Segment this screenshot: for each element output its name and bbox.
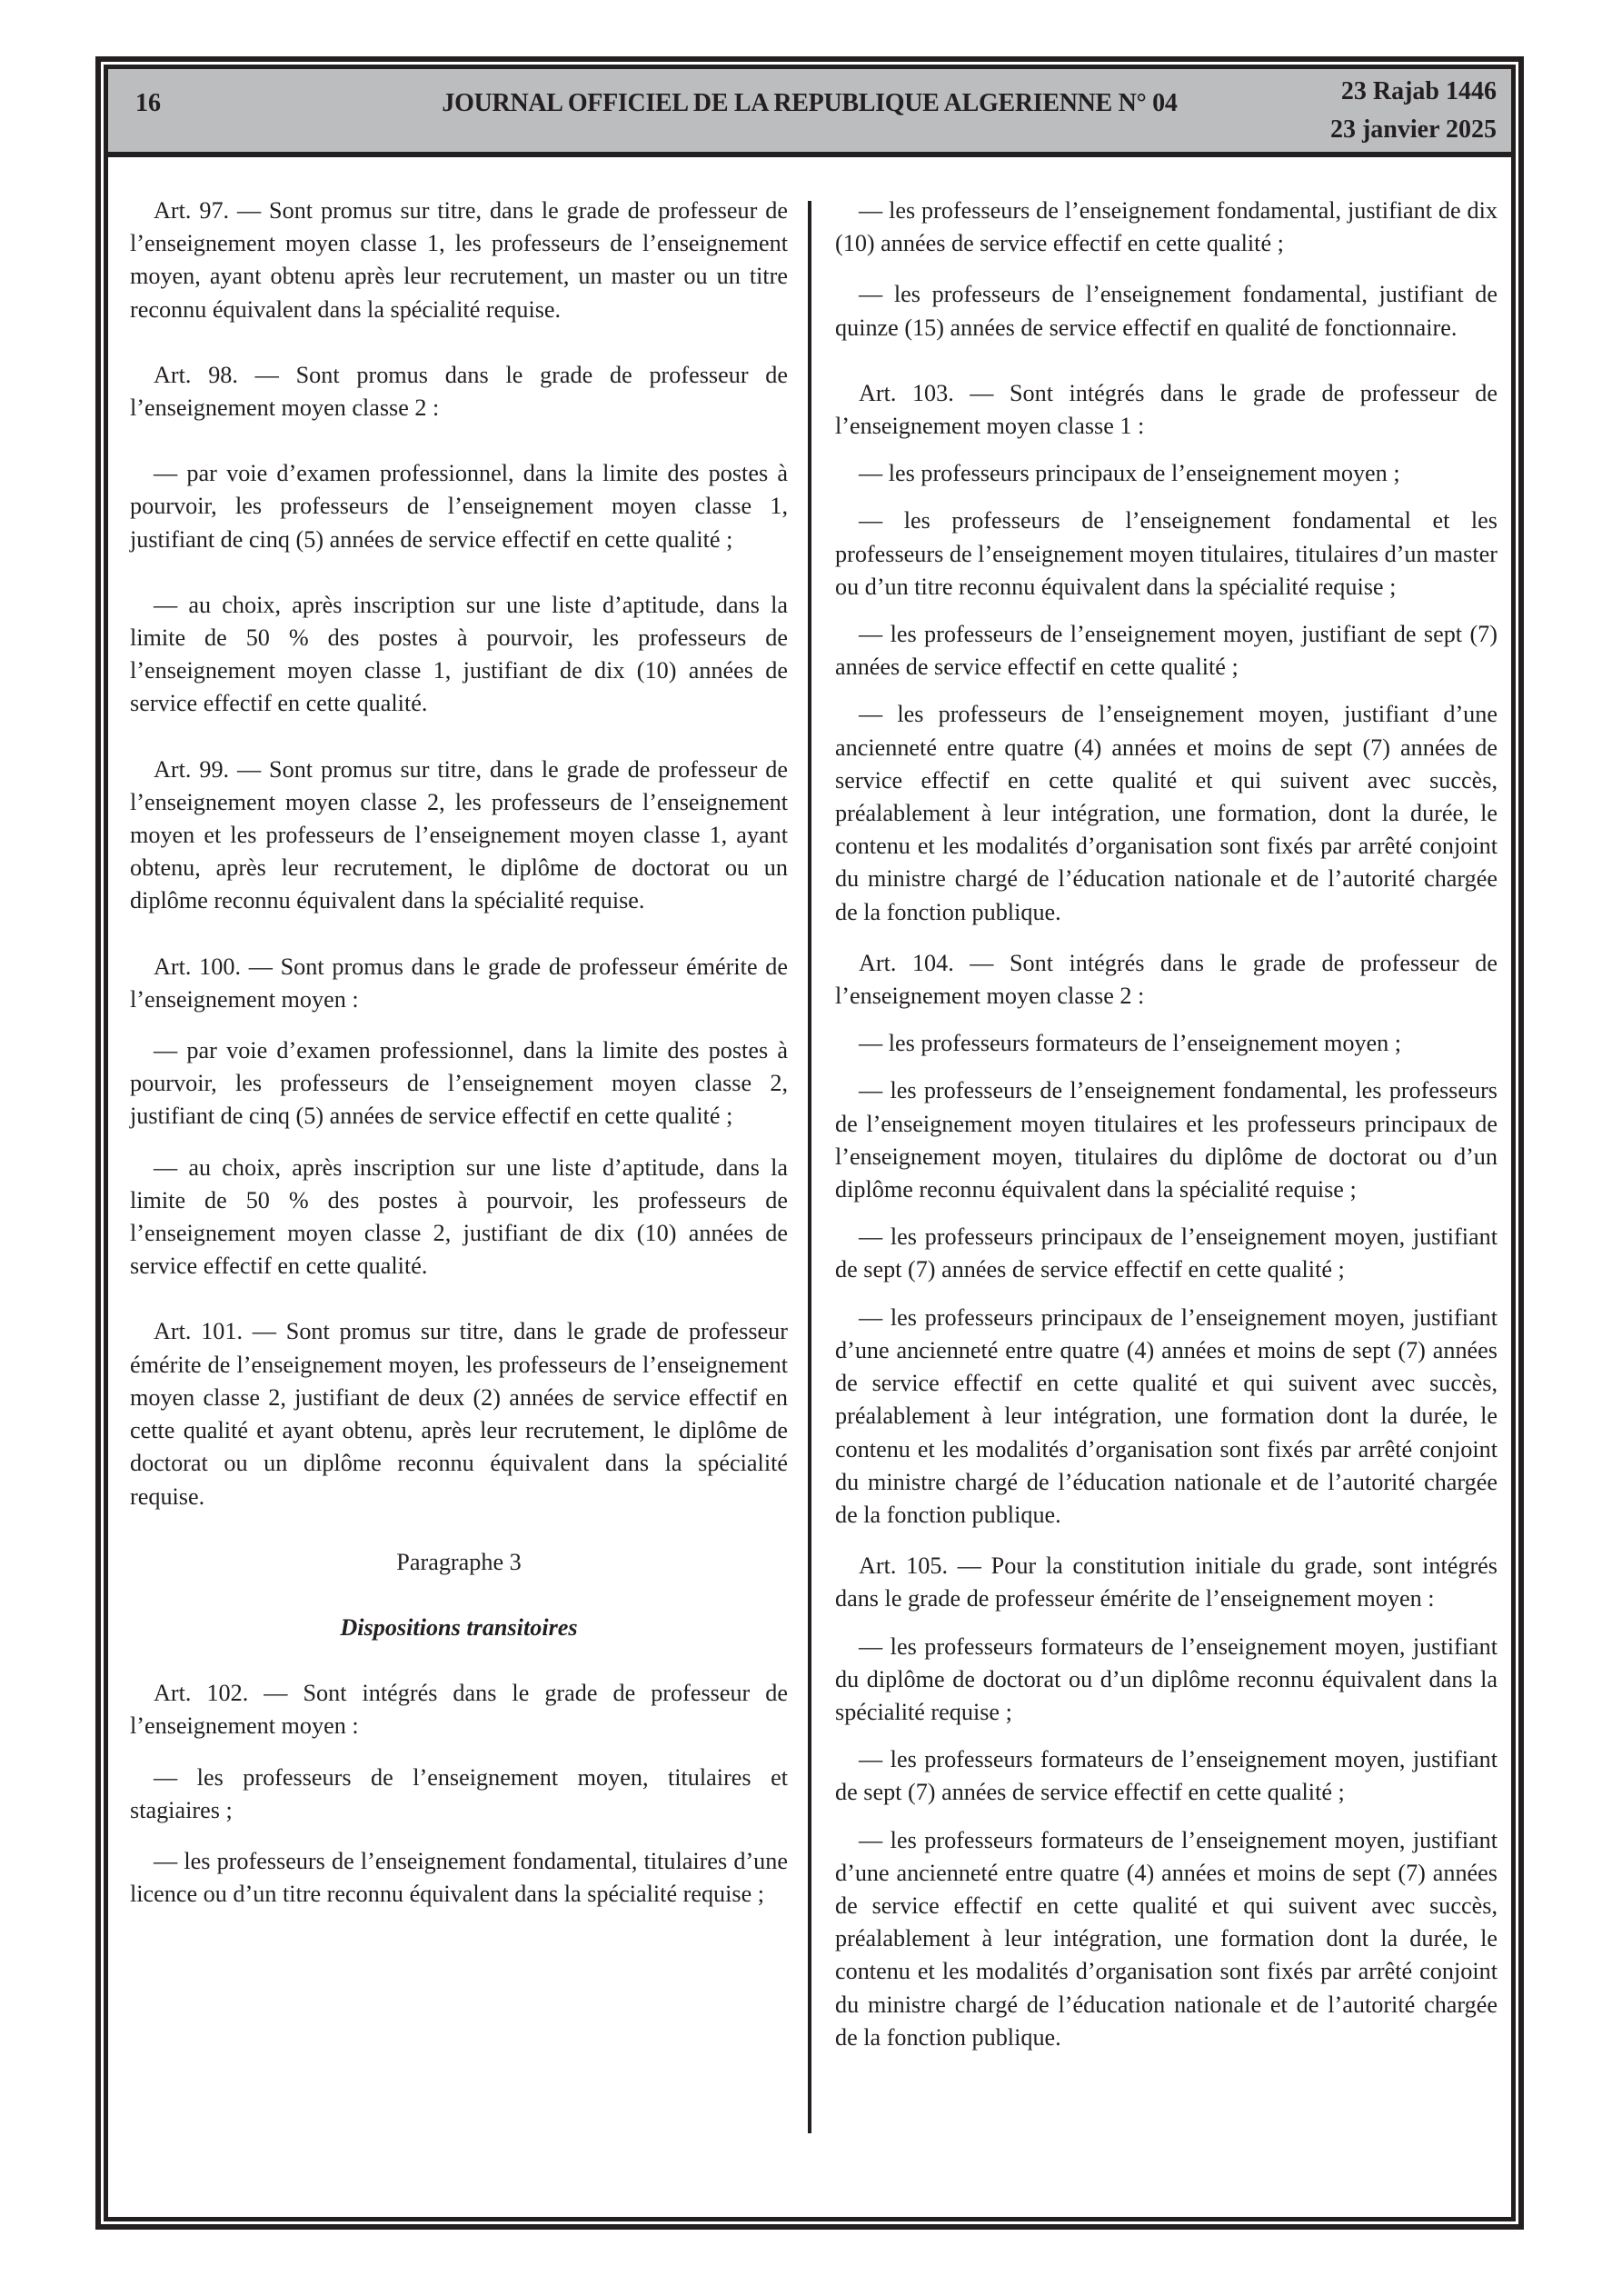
list-item: — par voie d’examen professionnel, dans la limite des postes à pourvoir, les professeurs de l’enseignement moyen classe 2, justifiant de cinq (5) années de service effectif en cette qualité ;: [130, 1037, 788, 1130]
list-item: — les professeurs formateurs de l’enseignement moyen, justifiant de sept (7) années de service effectif en cette qualité ;: [835, 1746, 1498, 1806]
list-item: — les professeurs de l’enseignement fondamental et les professeurs de l’enseignement moyen titulaires, titulaires d’un master ou d’un titre reconnu équivalent dans la spécialité requise ;: [835, 507, 1498, 600]
list-item: — les professeurs de l’enseignement fondamental, justifiant de dix (10) années de service effectif en cette qualité ;: [835, 197, 1498, 257]
list-item: — les professeurs de l’enseignement moyen, titulaires et stagiaires ;: [130, 1763, 788, 1823]
article-97: Art. 97. — Sont promus sur titre, dans le grade de professeur de l’enseignement moyen classe 1, les professeurs de l’enseignement moyen, ayant obtenu après leur recrutement, un master ou un titre reconnu équivalent dans la spécialité requise.: [130, 197, 788, 323]
section-title: Dispositions transitoires: [340, 1613, 578, 1641]
list-item: — au choix, après inscription sur une liste d’aptitude, dans la limite de 50 % des postes à pourvoir, les professeurs de l’enseignement moyen classe 1, justifiant de dix (10) années de service effectif en cette qualité.: [130, 591, 788, 717]
list-item: — les professeurs principaux de l’enseignement moyen, justifiant de sept (7) années de service effectif en cette qualité ;: [835, 1223, 1498, 1283]
article-99: Art. 99. — Sont promus sur titre, dans le grade de professeur de l’enseignement moyen classe 2, les professeurs de l’enseignement moyen et les professeurs de l’enseignement moyen classe 1, ayant obtenu, après leur recrutement, le diplôme de doctorat ou un diplôme reconnu équivalent dans la spécialité requise.: [130, 755, 788, 914]
list-item: — les professeurs formateurs de l’enseignement moyen, justifiant d’une ancienneté entre quatre (4) années et moins de sept (7) années de service effectif en cette qualité et qui suivent avec succès, préalablement à leur intégration, une formation dont la durée, le contenu et les modalités d’organisation sont fixés par arrêté conjoint du ministre chargé de l’éducation nationale et de l’autorité chargée de la fonction publique.: [835, 1826, 1498, 2051]
issue-dates: [1330, 73, 1497, 149]
list-item: — les professeurs de l’enseignement moyen, justifiant de sept (7) années de service effectif en cette qualité ;: [835, 621, 1498, 681]
section-heading: Paragraphe 3: [396, 1548, 522, 1575]
article-100: Art. 100. — Sont promus dans le grade de professeur émérite de l’enseignement moyen :: [130, 953, 788, 1013]
date-hijri: 23 Rajab 1446: [1340, 77, 1497, 105]
list-item: — les professeurs de l’enseignement moyen, justifiant d’une ancienneté entre quatre (4) années et moins de sept (7) années de service effectif en cette qualité et qui suivent avec succès, préalablement à leur intégration, une formation, dont la durée, le contenu et les modalités d’organisation sont fixés par arrêté conjoint du ministre chargé de l’éducation nationale et de l’autorité chargée de la fonction publique.: [835, 701, 1498, 925]
list-item: — les professeurs principaux de l’enseignement moyen, justifiant d’une ancienneté entre quatre (4) années et moins de sept (7) années de service effectif en cette qualité et qui suivent avec succès, préalablement à leur intégration, une formation dont la durée, le contenu et les modalités d’organisation sont fixés par arrêté conjoint du ministre chargé de l’éducation nationale et de l’autorité chargée de la fonction publique.: [835, 1303, 1498, 1528]
list-item: — par voie d’examen professionnel, dans la limite des postes à pourvoir, les professeurs de l’enseignement moyen classe 1, justifiant de cinq (5) années de service effectif en cette qualité ;: [130, 460, 788, 553]
date-gregorian: 23 janvier 2025: [1329, 115, 1497, 144]
list-item: — au choix, après inscription sur une liste d’aptitude, dans la limite de 50 % des postes à pourvoir, les professeurs de l’enseignement moyen classe 2, justifiant de dix (10) années de service effectif en cette qualité.: [130, 1153, 788, 1280]
list-item: — les professeurs de l’enseignement fondamental, titulaires d’une licence ou d’un titre reconnu équivalent dans la spécialité requise ;: [130, 1847, 788, 1908]
article-98: Art. 98. — Sont promus dans le grade de professeur de l’enseignement moyen classe 2 :: [130, 361, 788, 422]
article-101: Art. 101. — Sont promus sur titre, dans le grade de professeur émérite de l’enseignement moyen, les professeurs de l’enseignement moyen classe 2, justifiant de deux (2) années de service effectif en cette qualité et ayant obtenu, après leur recrutement, le diplôme de doctorat ou un diplôme reconnu équivalent dans la spécialité requise.: [130, 1318, 788, 1510]
journal-title: JOURNAL OFFICIEL DE LA REPUBLIQUE ALGERIENNE N° 04: [442, 89, 1178, 117]
article-103: Art. 103. — Sont intégrés dans le grade de professeur de l’enseignement moyen classe 1 :: [835, 379, 1498, 440]
journal-header: [108, 69, 1511, 157]
article-102: Art. 102. — Sont intégrés dans le grade de professeur de l’enseignement moyen :: [130, 1680, 788, 1740]
page-number: 16: [135, 89, 161, 117]
list-item: — les professeurs principaux de l’enseignement moyen ;: [859, 460, 1400, 487]
list-item: — les professeurs formateurs de l’enseignement moyen ;: [859, 1030, 1402, 1057]
list-item: — les professeurs de l’enseignement fondamental, justifiant de quinze (15) années de service effectif en qualité de fonctionnaire.: [835, 281, 1498, 341]
right-column: [835, 195, 1498, 2054]
left-column: [130, 195, 788, 1911]
list-item: — les professeurs formateurs de l’enseignement moyen, justifiant du diplôme de doctorat ou d’un diplôme reconnu équivalent dans la spécialité requise ;: [835, 1632, 1498, 1725]
column-divider: [808, 201, 811, 2133]
article-105: Art. 105. — Pour la constitution initiale du grade, sont intégrés dans le grade de professeur émérite de l’enseignement moyen :: [835, 1552, 1498, 1612]
article-104: Art. 104. — Sont intégrés dans le grade de professeur de l’enseignement moyen classe 2 :: [835, 949, 1498, 1010]
list-item: — les professeurs de l’enseignement fondamental, les professeurs de l’enseignement moyen titulaires et les professeurs principaux de l’enseignement moyen, titulaires du diplôme de doctorat ou d’un diplôme reconnu équivalent dans la spécialité requise ;: [835, 1077, 1498, 1203]
